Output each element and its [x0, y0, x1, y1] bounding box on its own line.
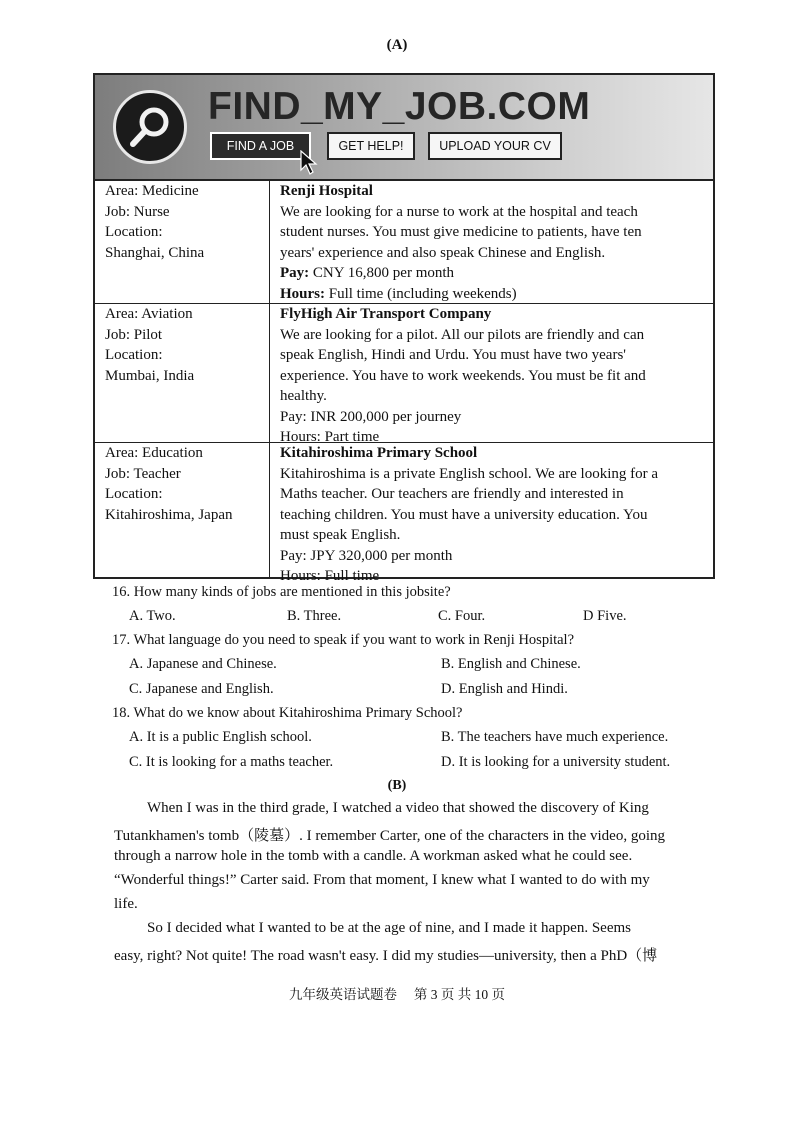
- cursor-arrow-icon: [300, 150, 318, 176]
- desc-line: We are looking for a pilot. All our pilots are friendly and can: [280, 326, 645, 343]
- job-area: Area: Medicine: [105, 183, 199, 199]
- desc-line: must speak English.: [280, 527, 401, 543]
- job-title: Job: Pilot: [105, 326, 163, 343]
- magnifier-icon: [113, 90, 187, 164]
- pay-line: Pay: INR 200,000 per journey: [280, 408, 462, 425]
- question-18: 18. What do we know about Kitahiroshima Primary School?: [112, 705, 463, 721]
- q18-option-a: A. It is a public English school.: [129, 729, 312, 745]
- q16-option-b: B. Three.: [287, 608, 342, 624]
- hours-line: Hours: Full time: [280, 568, 380, 584]
- desc-line: student nurses. You must give medicine to patients, have ten: [280, 224, 642, 240]
- job-location-label: Location:: [105, 224, 163, 240]
- site-title: FIND_MY_JOB.COM: [208, 85, 591, 128]
- passage-line: “Wonderful things!” Carter said. From that moment, I knew what I wanted to do with my: [114, 872, 650, 888]
- q18-option-b: B. The teachers have much experience.: [441, 729, 669, 745]
- job-location: Mumbai, India: [105, 367, 195, 384]
- job-area: Area: Education: [105, 445, 203, 461]
- question-16: 16. How many kinds of jobs are mentioned in this jobsite?: [112, 584, 451, 600]
- hours-value: Full time (including weekends): [325, 285, 517, 302]
- passage-line: Tutankhamen's tomb（陵墓）. I remember Carter, one of the characters in the video, going: [114, 828, 665, 844]
- job-title: Job: Nurse: [105, 203, 170, 220]
- job-location: Kitahiroshima, Japan: [105, 506, 233, 523]
- desc-line: We are looking for a nurse to work at the hospital and teach: [280, 203, 638, 220]
- q16-option-d: D Five.: [583, 608, 627, 624]
- pay-line: Pay: JPY 320,000 per month: [280, 547, 453, 564]
- desc-line: speak English, Hindi and Urdu. You must have two years': [280, 347, 627, 363]
- hours-label: Hours:: [280, 285, 325, 302]
- job-location: Shanghai, China: [105, 244, 205, 261]
- job-location-label: Location:: [105, 486, 163, 502]
- job-location-label: Location:: [105, 347, 163, 363]
- upload-cv-button[interactable]: UPLOAD YOUR CV: [428, 132, 562, 160]
- job-description-nurse: [280, 181, 708, 304]
- passage-line: easy, right? Not quite! The road wasn't easy. I did my studies—university, then a PhD（博: [114, 948, 658, 964]
- job-title: Job: Teacher: [105, 465, 181, 482]
- desc-line: experience. You have to work weekends. You must be fit and: [280, 367, 646, 384]
- passage-line: life.: [114, 896, 138, 912]
- find-a-job-button[interactable]: FIND A JOB: [210, 132, 311, 160]
- hours-line: [280, 284, 708, 305]
- desc-line: teaching children. You must have a university education. You: [280, 506, 648, 523]
- pay-label: Pay:: [280, 265, 310, 281]
- q18-option-d: D. It is looking for a university student.: [441, 754, 671, 770]
- job-description-pilot: [280, 304, 708, 448]
- employer-name: Renji Hospital: [280, 183, 373, 199]
- q18-option-c: C. It is looking for a maths teacher.: [129, 754, 334, 770]
- q17-option-b: B. English and Chinese.: [441, 656, 581, 672]
- desc-line: healthy.: [280, 388, 327, 404]
- job-area: Area: Aviation: [105, 306, 193, 322]
- get-help-button[interactable]: GET HELP!: [327, 132, 415, 160]
- passage-line: through a narrow hole in the tomb with a candle. A workman asked what he could see.: [114, 848, 633, 864]
- hours-line: Hours: Part time: [280, 429, 380, 445]
- column-divider: [269, 181, 270, 578]
- job-info-nurse: [105, 181, 204, 263]
- job-info-teacher: [105, 443, 232, 525]
- desc-line: Maths teacher. Our teachers are friendly and interested in: [280, 486, 624, 502]
- pay-value: CNY 16,800 per month: [309, 265, 455, 281]
- q16-option-c: C. Four.: [438, 608, 486, 624]
- job-info-pilot: [105, 304, 194, 386]
- desc-line: years' experience and also speak Chinese and English.: [280, 244, 606, 261]
- section-a-label: (A): [386, 37, 408, 53]
- employer-name: FlyHigh Air Transport Company: [280, 306, 492, 322]
- q17-option-c: C. Japanese and English.: [129, 681, 274, 697]
- job-description-teacher: [280, 443, 708, 587]
- pay-line: [280, 263, 708, 284]
- page-footer: 九年级英语试题卷 第 3 页 共 10 页: [289, 987, 505, 1002]
- section-b-label: (B): [387, 778, 407, 793]
- employer-name: Kitahiroshima Primary School: [280, 445, 478, 461]
- q17-option-a: A. Japanese and Chinese.: [129, 656, 277, 672]
- passage-line: So I decided what I wanted to be at the age of nine, and I made it happen. Seems: [147, 920, 632, 936]
- passage-line: When I was in the third grade, I watched a video that showed the discovery of King: [147, 800, 649, 816]
- question-17: 17. What language do you need to speak if you want to work in Renji Hospital?: [112, 632, 575, 648]
- q16-option-a: A. Two.: [129, 608, 176, 624]
- q17-option-d: D. English and Hindi.: [441, 681, 568, 697]
- desc-line: Kitahiroshima is a private English school. We are looking for a: [280, 465, 659, 482]
